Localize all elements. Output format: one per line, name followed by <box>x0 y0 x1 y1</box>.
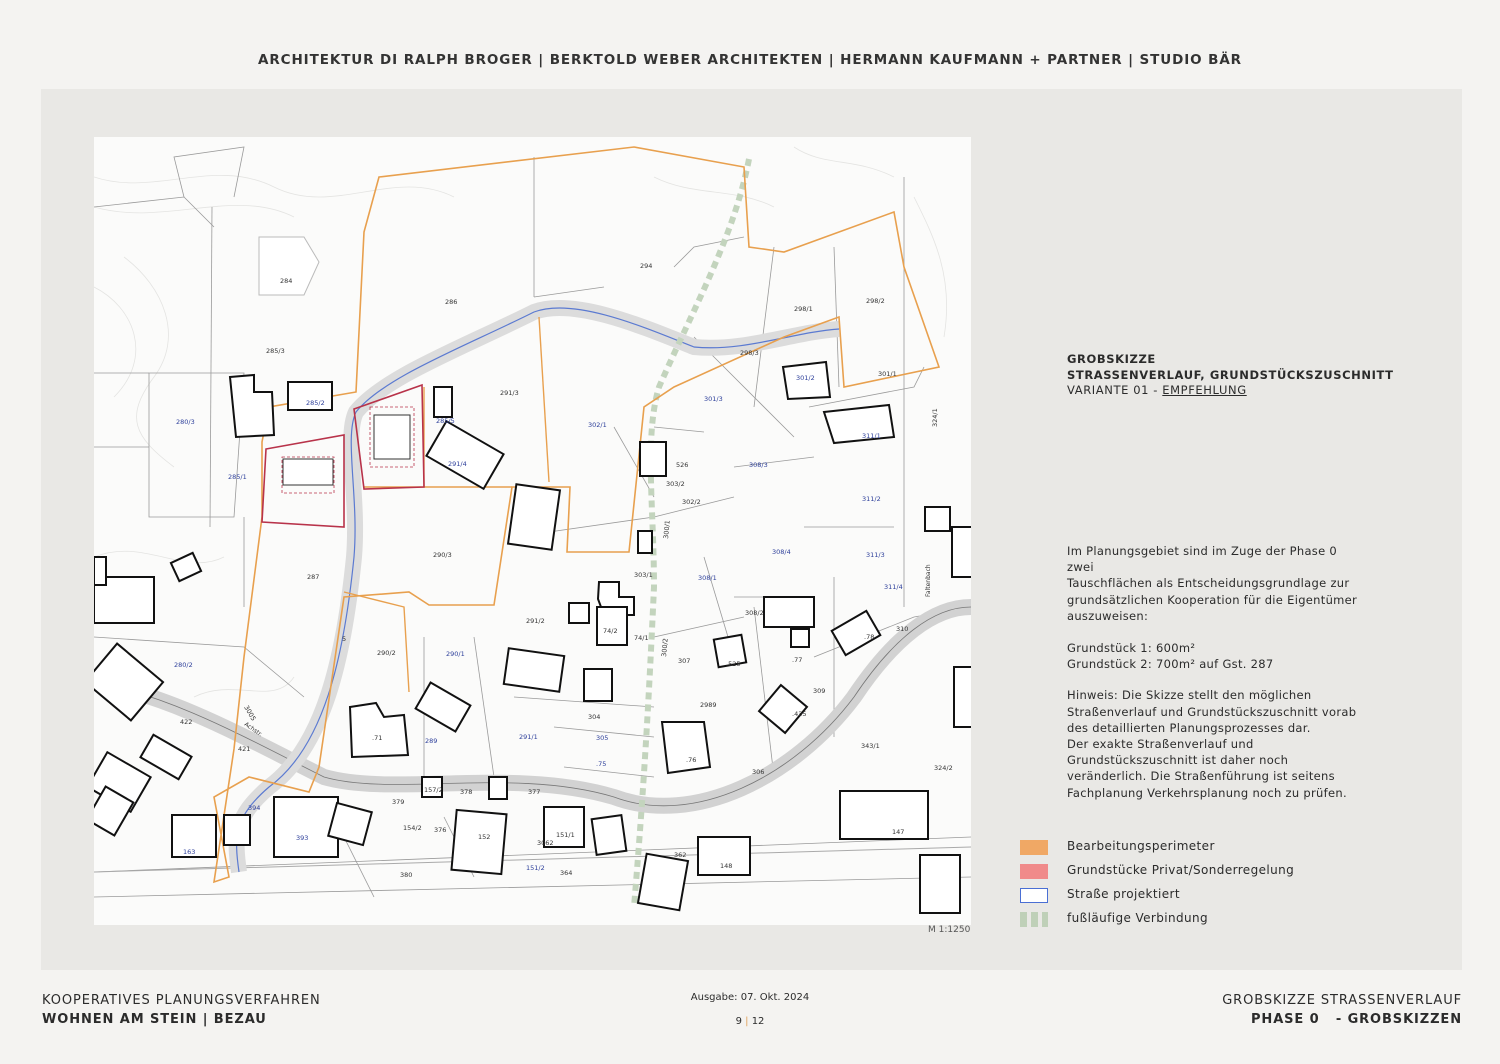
parcel-label: 3005 <box>242 704 258 723</box>
legend-label: Grundstücke Privat/Sonderregelung <box>1067 863 1295 877</box>
parcel-label: 377 <box>528 788 541 796</box>
parcel-label: 289 <box>425 737 438 745</box>
parcel-label: 309 <box>813 687 826 695</box>
street-label: Faltenbach <box>925 564 932 597</box>
parcel-label: 301/2 <box>796 374 815 382</box>
footer-procedure: KOOPERATIVES PLANUNGSVERFAHREN <box>42 993 321 1008</box>
parcel-label: 308/3 <box>749 461 768 469</box>
parcel-label: 151/1 <box>556 831 575 839</box>
parcel-label: 311/1 <box>862 432 881 440</box>
parcel-label: 284 <box>280 277 293 285</box>
parcel-label: 298/2 <box>866 297 885 305</box>
parcel-label: 310 <box>896 625 909 633</box>
parcel-label: 303/2 <box>666 480 685 488</box>
parcel-label: 304 <box>588 713 601 721</box>
parcel-label: 393 <box>296 834 309 842</box>
parcel-label: 163 <box>183 848 196 856</box>
parcel-label: 376 <box>434 826 447 834</box>
variant-prefix: VARIANTE 01 - <box>1067 383 1163 397</box>
parcel-label: 2989 <box>700 701 717 709</box>
parcel-label: 380 <box>400 871 413 879</box>
parcel-label: 311/4 <box>884 583 903 591</box>
parcel-label: 301/3 <box>704 395 723 403</box>
page-number <box>670 1014 830 1029</box>
parcel-label: 307 <box>678 657 691 665</box>
parcel-label: 303/1 <box>634 571 653 579</box>
legend-label: fußläufige Verbindung <box>1067 911 1209 925</box>
parcel-label: .75 <box>596 760 607 768</box>
parcel-label: 324/2 <box>934 764 953 772</box>
footer-project <box>42 991 321 1029</box>
parcel-label: 308/2 <box>745 609 764 617</box>
note-line: Fachplanung Verkehrsplanung noch zu prüfen. <box>1067 785 1347 800</box>
parcel-label: 343/1 <box>861 742 880 750</box>
note-line: Der exakte Straßenverlauf und <box>1067 737 1254 752</box>
parcel-label: 148 <box>720 862 733 870</box>
parcel-label: 302/2 <box>682 498 701 506</box>
parcel-label: 151/2 <box>526 864 545 872</box>
private-house-2 <box>374 415 410 459</box>
parcel-label: 422 <box>180 718 193 726</box>
terrain-contours <box>94 147 947 697</box>
footer-project-name: WOHNEN AM STEIN | BEZAU <box>42 1012 267 1027</box>
grobskizze-title: GROBSKIZZE <box>1067 352 1156 366</box>
variant-block <box>1067 352 1394 399</box>
parcel-label: 308/4 <box>772 548 791 556</box>
private-swatch <box>1020 864 1048 879</box>
desc-line: grundsätzlichen Kooperation für die Eigentümer <box>1067 592 1358 607</box>
desc-line: Im Planungsgebiet sind im Zuge der Phase 0 zwei <box>1067 544 1338 575</box>
site-plan-map <box>94 137 971 925</box>
desc-line: Tauschflächen als Entscheidungsgrundlage zur <box>1067 576 1350 591</box>
parcel-label: 526 <box>676 461 689 469</box>
plot-2: Grundstück 2: 700m² auf Gst. 287 <box>1067 657 1274 672</box>
parcel-label: 285/5 <box>436 417 455 425</box>
parcel-label: 291/1 <box>519 733 538 741</box>
page-separator: | <box>745 1016 749 1027</box>
note-line: des detaillierten Planungsprozesses dar. <box>1067 720 1311 735</box>
map-scale: M 1:1250 <box>928 925 971 935</box>
parcel-label: 74/2 <box>603 627 618 635</box>
page-total: 12 <box>751 1016 765 1027</box>
grobskizze-subtitle: STRASSENVERLAUF, GRUNDSTÜCKSZUSCHNITT <box>1067 367 1394 382</box>
parcel-label: 364 <box>560 869 573 877</box>
parcel-label: 291/3 <box>500 389 519 397</box>
parcel-label: 378 <box>460 788 473 796</box>
parcel-label: 147 <box>892 828 905 836</box>
parcel-label: 74/1 <box>634 634 649 642</box>
parcel-label: 300/2 <box>660 637 670 658</box>
parcel-label: 5 <box>342 635 347 643</box>
parcel-label: .525 <box>726 660 741 668</box>
parcel-label: 285/3 <box>266 347 285 355</box>
parcel-label: 311/3 <box>866 551 885 559</box>
parcel-label: 291/4 <box>448 460 467 468</box>
plot-1: Grundstück 1: 600m² <box>1067 641 1196 656</box>
parcel-label: 286 <box>445 298 458 306</box>
description-block <box>1067 543 1367 801</box>
parcel-label: 294 <box>640 262 653 270</box>
perimeter-inner-4 <box>539 317 549 482</box>
parcel-label: 154/2 <box>403 824 422 832</box>
parcel-label: 290/1 <box>446 650 465 658</box>
parcel-label: 298/1 <box>794 305 813 313</box>
parcel-label: 362 <box>674 851 687 859</box>
street-label: Achstr. <box>242 720 264 739</box>
parcel-label: 290/2 <box>377 649 396 657</box>
legend-label: Bearbeitungsperimeter <box>1067 839 1215 853</box>
parcel-label: 302/1 <box>588 421 607 429</box>
parcel-label: 324/1 <box>931 408 939 427</box>
footer-phase: PHASE 0 - GROBSKIZZEN <box>1250 1012 1462 1027</box>
legend-label: Straße projektiert <box>1067 887 1180 901</box>
note-line: Straßenverlauf und Grundstückszuschnitt vorab <box>1067 704 1357 719</box>
parcel-label: 157/2 <box>424 786 443 794</box>
parcel-label: 300/1 <box>662 519 672 540</box>
spacer <box>1067 672 1367 687</box>
parcel-label: 280/3 <box>176 418 195 426</box>
parcel-label: .435 <box>792 710 807 718</box>
site-plan-svg <box>94 137 971 925</box>
parcel-label: 311/2 <box>862 495 881 503</box>
parcel-label: 421 <box>238 745 251 753</box>
parcel-label: 3062 <box>537 839 554 847</box>
parcel-label: 298/3 <box>740 349 759 357</box>
parcel-label: 305 <box>596 734 609 742</box>
perimeter-swatch <box>1020 840 1048 855</box>
parcel-label: 287 <box>307 573 320 581</box>
note-line: veränderlich. Die Straßenführung ist seitens <box>1067 769 1335 784</box>
desc-line: auszuweisen: <box>1067 608 1149 623</box>
parcel-label: 394 <box>248 804 261 812</box>
parcel-label: 308/1 <box>698 574 717 582</box>
header-offices: ARCHITEKTUR DI RALPH BROGER | BERKTOLD WEBER ARCHITEKTEN | HERMANN KAUFMANN + PARTNER | STUDIO BÄR <box>258 52 1242 68</box>
issue-date: Ausgabe: 07. Okt. 2024 <box>690 992 810 1003</box>
private-house-1 <box>283 459 333 485</box>
parcel-label: 379 <box>392 798 405 806</box>
note-line: Grundstückszuschnitt ist daher noch <box>1067 753 1289 768</box>
footer-section-title: GROBSKIZZE STRASSENVERLAUF <box>1222 993 1462 1008</box>
parcel-label: 290/3 <box>433 551 452 559</box>
parcel-label: 152 <box>478 833 491 841</box>
parcel-label: 280/2 <box>174 661 193 669</box>
footer-issue <box>670 990 830 1029</box>
variant-recommendation: EMPFEHLUNG <box>1162 383 1247 397</box>
parcel-label: 301/1 <box>878 370 897 378</box>
parcel-label: .71 <box>372 734 383 742</box>
parcel-label: 285/2 <box>306 399 325 407</box>
spacer <box>1067 624 1367 640</box>
variant-label <box>1067 383 1394 399</box>
buildings <box>94 237 971 913</box>
parcel-label: 285/1 <box>228 473 247 481</box>
road-swatch <box>1020 888 1048 903</box>
note-line: Hinweis: Die Skizze stellt den möglichen <box>1067 688 1312 703</box>
parcel-label: .78 <box>864 633 875 641</box>
page-current: 9 <box>735 1016 742 1027</box>
parcel-label: 291/2 <box>526 617 545 625</box>
footpath-swatch <box>1020 912 1048 927</box>
parcel-label: .76 <box>686 756 697 764</box>
footer-section <box>1222 991 1462 1029</box>
parcel-label: 306 <box>752 768 765 776</box>
parcel-label: .77 <box>792 656 803 664</box>
